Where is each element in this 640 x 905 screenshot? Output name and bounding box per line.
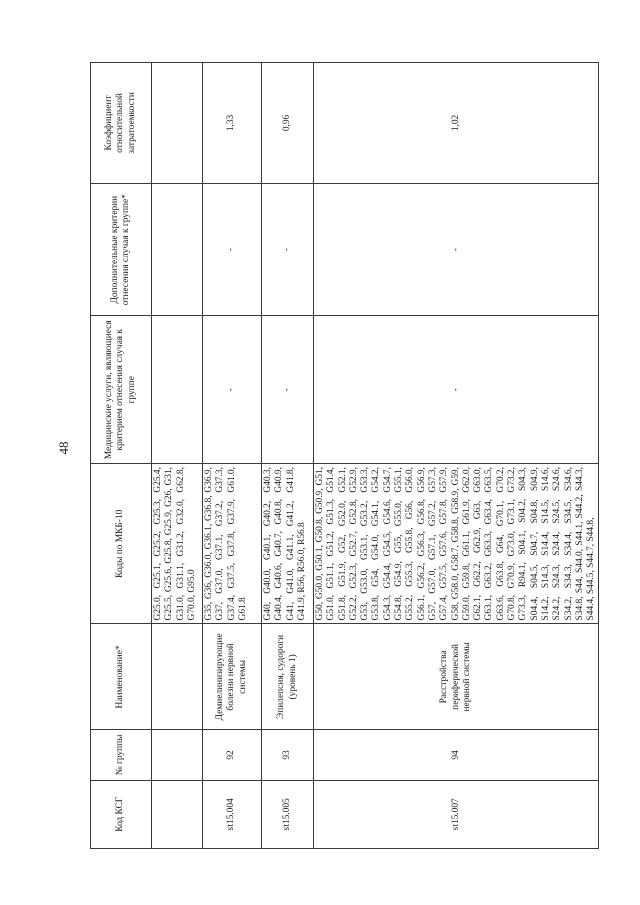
cell-extra: - bbox=[203, 183, 262, 316]
cell-extra bbox=[152, 183, 203, 316]
cell-code: st15.005 bbox=[262, 780, 314, 848]
cell-coef: 1,33 bbox=[203, 63, 262, 184]
cell-code: st15.007 bbox=[314, 780, 599, 848]
table-row bbox=[314, 63, 599, 849]
ksg-table bbox=[90, 62, 599, 849]
header-name: Наименование* bbox=[91, 624, 152, 730]
cell-services bbox=[152, 316, 203, 464]
table-wrap bbox=[90, 62, 597, 849]
header-extra-criteria: Дополнительные критерии отнесения случая к группе* bbox=[91, 183, 152, 316]
table-rotation-frame bbox=[90, 62, 597, 849]
cell-group bbox=[152, 730, 203, 780]
cell-icd: G50, G50.0, G50.1, G50.8, G50.9, G51, G51.0, G51.1, G51.2, G51.3, G51.4, G51.8, G51.9, G52, G52.0, G52.1, G52.2, G52.3, G52.7, G52.8, G52.9, G53, G53.0, G53.1, G53.2, G53.3, G53.8, G54, G54.0, G54.1, G54.2, G54.3, G54.4, G54.5, G54.6, G54.7, G54.8, G54.9, G55, G55.0, G55.1, G55.2, G55.3, G55.8, G56, G56.0, G56.1, G56.2, G56.3, G56.8, G56.9, G57, G57.0, G57.1, G57.2, G57.3, G57.4, G57.5, G57.6, G57.8, G57.9, G58, G58.0, G58.7, G58.8, G58.9, G59, G59.0, G59.8, G61.1, G61.9, G62.0, G62.1, G62.2, G62.9, G63, G63.0, G63.1, G63.2, G63.3, G63.4, G63.5, G63.6, G63.8, G64, G70.1, G70.2, G70.8, G70.9, G73.0, G73.1, G73.2, G73.3, R94.1, S04.1, S04.2, S04.3, S04.4, S04.5, S04.7, S04.8, S04.9, S14.2, S14.3, S14.4, S14.5, S14.6, S24.2, S24.3, S24.4, S24.5, S24.6, S34.2, S34.3, S34.4, S34.5, S34.6, S34.8, S44, S44.0, S44.1, S44.2, S44.3, S44.4, S44.5, S44.7, S44.8, bbox=[314, 464, 599, 624]
cell-icd: G25.0, G25.1, G25.2, G25.3, G25.4, G25.5, G25.6, G25.8, G25.9, G26, G31, G31.0, G31.1, G31.2, G32.0, G62.8, G70.0, G95.0 bbox=[152, 464, 203, 624]
cell-icd: G40, G40.0, G40.1, G40.2, G40.3, G40.4, G40.6, G40.7, G40.8, G40.9, G41, G41.0, G41.1, G41.2, G41.8, G41.9, R56, R56.0, R56.8 bbox=[262, 464, 314, 624]
cell-group: 94 bbox=[314, 730, 599, 780]
page-number: 48 bbox=[56, 441, 71, 455]
cell-group: 93 bbox=[262, 730, 314, 780]
cell-services: - bbox=[262, 316, 314, 464]
cell-icd: G35, G36, G36.0, G36.1, G36.8, G36.9, G37, G37.0, G37.1, G37.2, G37.3, G37.4, G37.5, G37.8, G37.9, G61.0, G61.8 bbox=[203, 464, 262, 624]
header-group-number: № группы bbox=[91, 730, 152, 780]
table-row bbox=[203, 63, 262, 849]
header-code: Код КСГ bbox=[91, 780, 152, 848]
header-icd-codes: Коды по МКБ-10 bbox=[91, 464, 152, 624]
cell-name: Эпилепсия, судороги (уровень 1) bbox=[262, 624, 314, 730]
table-header-row bbox=[91, 63, 152, 849]
cell-extra: - bbox=[314, 183, 599, 316]
cell-coef bbox=[152, 63, 203, 184]
cell-coef: 1,02 bbox=[314, 63, 599, 184]
cell-code: st15.004 bbox=[203, 780, 262, 848]
cell-name bbox=[152, 624, 203, 730]
cell-extra: - bbox=[262, 183, 314, 316]
cell-name: Расстройства периферической нервной системы bbox=[314, 624, 599, 730]
cell-coef: 0,96 bbox=[262, 63, 314, 184]
cell-services: - bbox=[314, 316, 599, 464]
table-row bbox=[152, 63, 203, 849]
cell-code bbox=[152, 780, 203, 848]
header-services: Медицинские услуги, являющиеся критерием отнесения случая к группе bbox=[91, 316, 152, 464]
cell-name: Демиелинизирующие болезни нервной системы bbox=[203, 624, 262, 730]
cell-services: - bbox=[203, 316, 262, 464]
cell-group: 92 bbox=[203, 730, 262, 780]
table-row bbox=[262, 63, 314, 849]
header-coefficient: Коэффициент относительной затратоемкости bbox=[91, 63, 152, 184]
